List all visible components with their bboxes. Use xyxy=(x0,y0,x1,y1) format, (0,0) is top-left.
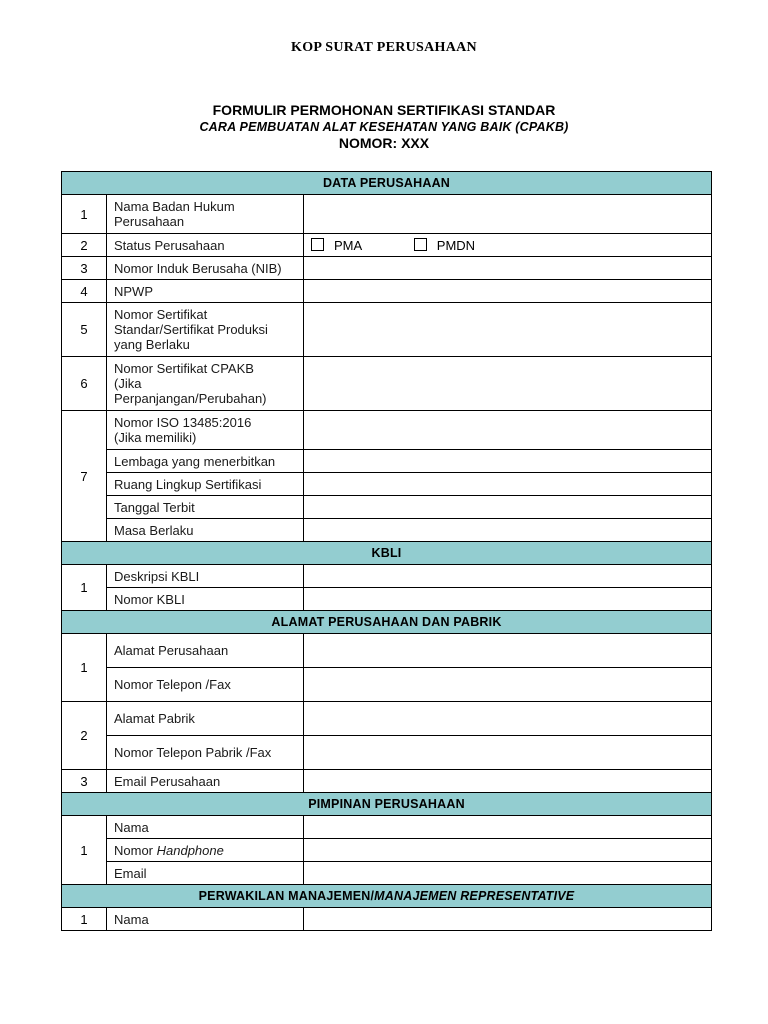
field-label-telepon-pabrik: Nomor Telepon Pabrik /Fax xyxy=(107,736,304,770)
row-number: 3 xyxy=(62,257,107,280)
input-nomor-sertifikat-standar[interactable] xyxy=(304,303,712,357)
field-label-handphone-pimpinan: Nomor Handphone xyxy=(107,839,304,862)
section-header-kbli: KBLI xyxy=(62,542,712,565)
form-title: FORMULIR PERMOHONAN SERTIFIKASI STANDAR xyxy=(212,102,556,118)
table-row xyxy=(62,770,712,793)
field-label-nama-badan-hukum: Nama Badan Hukum Perusahaan xyxy=(107,195,304,234)
table-row xyxy=(62,303,712,357)
input-nomor-iso[interactable] xyxy=(304,411,712,450)
application-form-table xyxy=(61,171,712,931)
input-nama-perwakilan[interactable] xyxy=(304,908,712,931)
pma-label: PMA xyxy=(334,237,363,253)
option-pmdn[interactable] xyxy=(414,238,475,253)
field-label-alamat-pabrik: Alamat Pabrik xyxy=(107,702,304,736)
field-label-masa-berlaku: Masa Berlaku xyxy=(107,519,304,542)
input-telepon-perusahaan[interactable] xyxy=(304,668,712,702)
input-ruang-lingkup[interactable] xyxy=(304,473,712,496)
input-npwp[interactable] xyxy=(304,280,712,303)
form-subtitle: CARA PEMBUATAN ALAT KESEHATAN YANG BAIK (CPAKB) xyxy=(199,120,569,134)
field-label-nomor-iso: Nomor ISO 13485:2016 (Jika memiliki) xyxy=(107,411,304,450)
input-lembaga[interactable] xyxy=(304,450,712,473)
table-row xyxy=(62,280,712,303)
field-label-nama-pimpinan: Nama xyxy=(107,816,304,839)
table-row xyxy=(62,473,712,496)
input-alamat-pabrik[interactable] xyxy=(304,702,712,736)
table-row xyxy=(62,702,712,736)
row-number: 1 xyxy=(62,565,107,611)
input-email-perusahaan[interactable] xyxy=(304,770,712,793)
field-label-alamat-perusahaan: Alamat Perusahaan xyxy=(107,634,304,668)
field-label-lembaga: Lembaga yang menerbitkan xyxy=(107,450,304,473)
field-label-npwp: NPWP xyxy=(107,280,304,303)
field-label-nomor-sertifikat-cpakb: Nomor Sertifikat CPAKB (Jika Perpanjangan/Perubahan) xyxy=(107,357,304,411)
row-number: 1 xyxy=(62,634,107,702)
table-row xyxy=(62,908,712,931)
row-number: 7 xyxy=(62,411,107,542)
table-row xyxy=(62,519,712,542)
field-label-telepon-perusahaan: Nomor Telepon /Fax xyxy=(107,668,304,702)
section-header-alamat: ALAMAT PERUSAHAAN DAN PABRIK xyxy=(62,611,712,634)
input-email-pimpinan[interactable] xyxy=(304,862,712,885)
row-number: 6 xyxy=(62,357,107,411)
table-row xyxy=(62,736,712,770)
field-label-nomor-sertifikat-standar: Nomor Sertifikat Standar/Sertifikat Produksi yang Berlaku xyxy=(107,303,304,357)
table-row xyxy=(62,450,712,473)
input-nib[interactable] xyxy=(304,257,712,280)
field-label-nama-perwakilan: Nama xyxy=(107,908,304,931)
table-row xyxy=(62,234,712,257)
input-nomor-sertifikat-cpakb[interactable] xyxy=(304,357,712,411)
row-number: 4 xyxy=(62,280,107,303)
row-number: 2 xyxy=(62,702,107,770)
table-row xyxy=(62,411,712,450)
row-number: 3 xyxy=(62,770,107,793)
field-label-ruang-lingkup: Ruang Lingkup Sertifikasi xyxy=(107,473,304,496)
table-row xyxy=(62,816,712,839)
table-row xyxy=(62,668,712,702)
input-tanggal-terbit[interactable] xyxy=(304,496,712,519)
field-label-email-perusahaan: Email Perusahaan xyxy=(107,770,304,793)
row-number: 2 xyxy=(62,234,107,257)
pma-checkbox[interactable] xyxy=(311,238,324,251)
section-header-pimpinan: PIMPINAN PERUSAHAAN xyxy=(62,793,712,816)
table-row xyxy=(62,839,712,862)
input-deskripsi-kbli[interactable] xyxy=(304,565,712,588)
input-telepon-pabrik[interactable] xyxy=(304,736,712,770)
input-alamat-perusahaan[interactable] xyxy=(304,634,712,668)
input-masa-berlaku[interactable] xyxy=(304,519,712,542)
field-label-tanggal-terbit: Tanggal Terbit xyxy=(107,496,304,519)
form-number: NOMOR: XXX xyxy=(338,135,430,151)
field-label-email-pimpinan: Email xyxy=(107,862,304,885)
table-row xyxy=(62,357,712,411)
input-nama-pimpinan[interactable] xyxy=(304,816,712,839)
row-number: 1 xyxy=(62,908,107,931)
pmdn-checkbox[interactable] xyxy=(414,238,427,251)
row-number: 5 xyxy=(62,303,107,357)
table-row xyxy=(62,588,712,611)
input-nama-badan-hukum[interactable] xyxy=(304,195,712,234)
field-label-nomor-kbli: Nomor KBLI xyxy=(107,588,304,611)
input-handphone-pimpinan[interactable] xyxy=(304,839,712,862)
pmdn-label: PMDN xyxy=(436,237,476,253)
section-header-perwakilan: PERWAKILAN MANAJEMEN/MANAJEMEN REPRESENTATIVE xyxy=(62,885,712,908)
table-row xyxy=(62,195,712,234)
table-row xyxy=(62,862,712,885)
letterhead: KOP SURAT PERUSAHAAN xyxy=(291,40,477,55)
table-row xyxy=(62,496,712,519)
table-row xyxy=(62,257,712,280)
row-number: 1 xyxy=(62,195,107,234)
field-label-nib: Nomor Induk Berusaha (NIB) xyxy=(107,257,304,280)
field-label-deskripsi-kbli: Deskripsi KBLI xyxy=(107,565,304,588)
table-row xyxy=(62,565,712,588)
input-nomor-kbli[interactable] xyxy=(304,588,712,611)
field-label-status-perusahaan: Status Perusahaan xyxy=(107,234,304,257)
section-header-data-perusahaan: DATA PERUSAHAAN xyxy=(62,172,712,195)
row-number: 1 xyxy=(62,816,107,885)
option-pma[interactable] xyxy=(311,238,362,253)
table-row xyxy=(62,634,712,668)
